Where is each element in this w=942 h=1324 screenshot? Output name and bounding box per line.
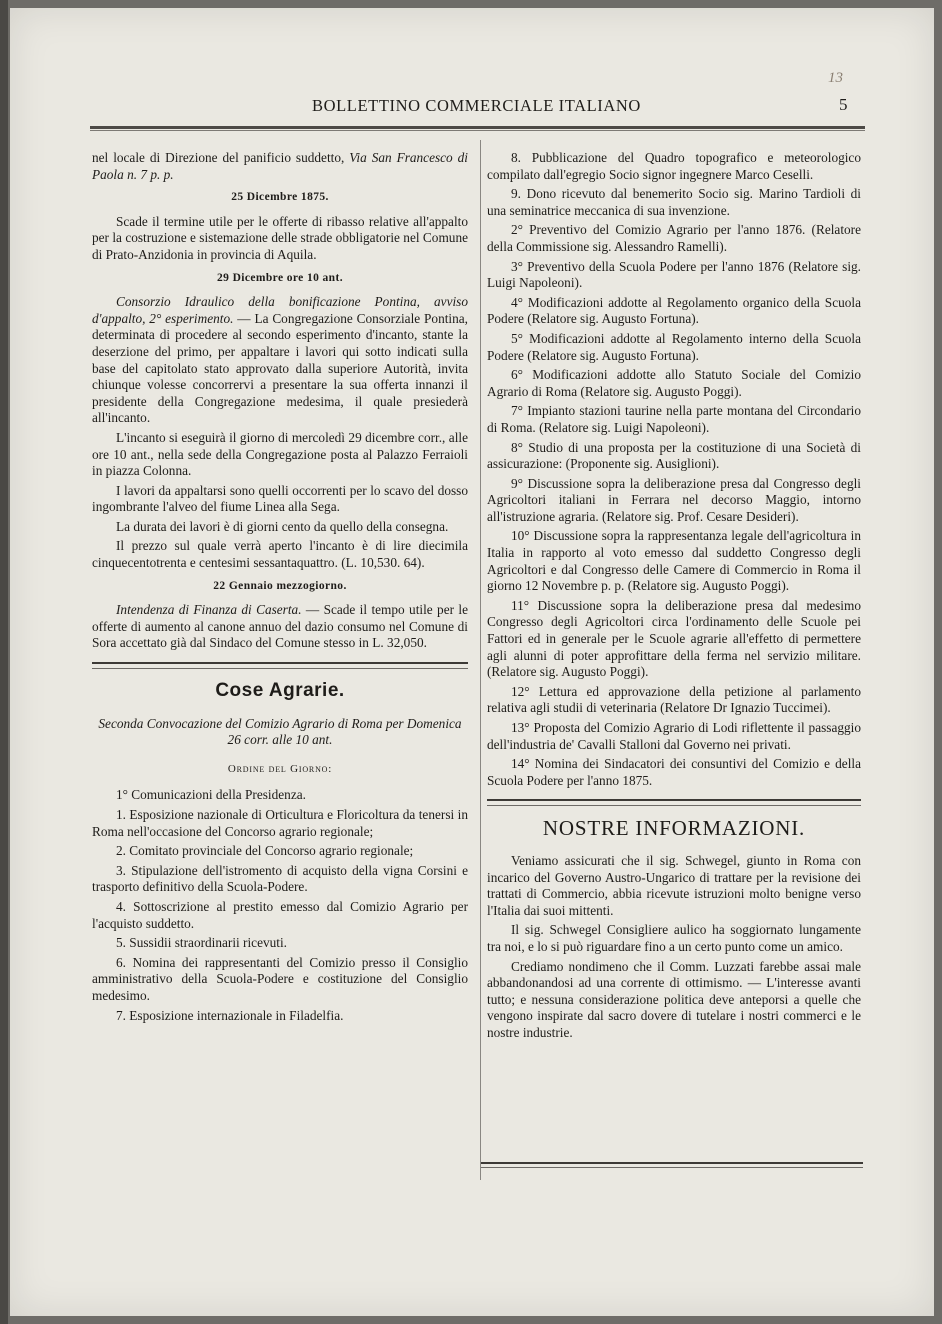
paragraph: I lavori da appaltarsi sono quelli occorrenti per lo scavo del dosso ingombrante l'alveo del fiume Linea alla Sega. bbox=[92, 482, 468, 515]
agenda-item: 8. Pubblicazione del Quadro topografico e meteorologico compilato dall'egregio Socio signor ingegnere Marco Ceselli. bbox=[487, 150, 861, 182]
paragraph bbox=[92, 294, 468, 427]
handwritten-page-mark: 13 bbox=[828, 70, 843, 86]
running-title: BOLLETTINO COMMERCIALE ITALIANO bbox=[312, 96, 641, 115]
text: — Scade il tempo utile per le offerte di aumento al canone annuo del dazio consumo nel Comune di Sora accettato già dal Sindaco del Comune stesso in L. 32,050. bbox=[92, 602, 468, 651]
header-rule-thin bbox=[90, 130, 865, 131]
agenda-heading: Ordine del Giorno: bbox=[227, 762, 333, 775]
agenda-item: 3. Stipulazione dell'istromento di acquisto della vigna Corsini e trasporto definitivo della Scuola-Podere. bbox=[92, 862, 468, 895]
agenda-item: 6. Nomina dei rappresentanti del Comizio presso il Consiglio amministrativo della Scuola-Podere e costituzione del Consiglio medesimo. bbox=[92, 954, 468, 1003]
paragraph: Veniamo assicurati che il sig. Schwegel, giunto in Roma con incarico del Governo Austro-Ungarico di trattare per la revisione dei trattati di Commercio, abbia ricevute istruzioni molto benigne verso l'Italia dai suoi mittenti. bbox=[487, 852, 861, 918]
paragraph: L'incanto si eseguirà il giorno di mercoledì 29 dicembre corr., alle ore 10 ant., nella sede della Congregazione posta al Palazzo Ferraioli in piazza Colonna. bbox=[92, 429, 468, 479]
notice-title-italic: Intendenza di Finanza di Caserta. bbox=[116, 602, 302, 618]
agenda-item: 9° Discussione sopra la deliberazione presa dal Congresso degli Agricoltori italiani in Ferrara nel decorso Maggio, intorno all'istruzione agraria. (Relatore sig. Prof. Cesare Desideri). bbox=[487, 475, 861, 524]
column-divider bbox=[480, 140, 481, 1180]
bottom-rule bbox=[481, 1162, 863, 1168]
agenda-item: 9. Dono ricevuto dal benemerito Socio sig. Marino Tardioli di una seminatrice meccanica di sua invenzione. bbox=[487, 186, 861, 218]
agenda-item: 12° Lettura ed approvazione della petizione al parlamento relativa agli studii di veterinaria (Relatore Dr Ignazio Tuccimei). bbox=[487, 683, 861, 716]
section-rule bbox=[92, 662, 468, 669]
page-number: 5 bbox=[839, 95, 848, 114]
agenda-item: 8° Studio di una proposta per la costituzione di una Società di assicurazione: (Proponente sig. Ausiglioni). bbox=[487, 439, 861, 472]
agenda-item: 7° Impianto stazioni taurine nella parte montana del Circondario di Roma. (Relatore sig. Luigi Napoleoni). bbox=[487, 403, 861, 435]
paragraph: Scade il termine utile per le offerte di ribasso relative all'appalto per la costruzione e sistemazione delle strade obbligatorie nel Comune di Prato-Anzidonia in provincia di Aquila. bbox=[92, 213, 468, 262]
section-rule bbox=[487, 799, 861, 806]
section-subtitle: Seconda Convocazione del Comizio Agrario di Roma per Domenica 26 corr. alle 10 ant. bbox=[98, 715, 462, 748]
agenda-item: 11° Discussione sopra la deliberazione presa dal medesimo Congresso degli Agricoltori circa l'ordinamento delle Scuole pei Fattori ed in generale per le Scuole agrarie all'effetto di permettere agli alunni di poter approfittare della ferma nel servizio militare. (Relatore sig. Augusto Poggi). bbox=[487, 597, 861, 680]
agenda-item: 1. Esposizione nazionale di Orticultura e Floricoltura da tenersi in Roma nell'occasione del Concorso agrario regionale; bbox=[92, 807, 468, 839]
text: nel locale di Direzione del panificio suddetto, bbox=[92, 150, 350, 165]
paragraph bbox=[92, 150, 468, 183]
agenda-item: 7. Esposizione internazionale in Filadelfia. bbox=[116, 1007, 344, 1023]
right-column bbox=[487, 150, 861, 1045]
agenda-item: 5° Modificazioni addotte al Regolamento interno della Scuola Podere (Relatore sig. Augusto Fortuna). bbox=[487, 330, 861, 363]
section-title-cose-agrarie: Cose Agrarie. bbox=[215, 680, 345, 702]
date-heading: 29 Dicembre ore 10 ant. bbox=[217, 271, 343, 284]
address-italic: Via San Francesco di Paola n. 7 p. p. bbox=[92, 150, 468, 182]
agenda-item: 14° Nomina dei Sindacatori dei consuntivi del Comizio e della Scuola Podere per l'anno 1875. bbox=[487, 756, 861, 788]
agenda-item: 4° Modificazioni addotte al Regolamento organico della Scuola Podere (Relatore sig. Augusto Fortuna). bbox=[487, 294, 861, 327]
paragraph: Il prezzo sul quale verrà aperto l'incanto è di lire diecimila cinquecentotrenta e centesimi sessantaquattro. (L. 10,530. 64). bbox=[92, 538, 468, 571]
agenda-item: 2° Preventivo del Comizio Agrario per l'anno 1876. (Relatore della Commissione sig. Alessandro Ramelli). bbox=[487, 222, 861, 254]
agenda-item: 10° Discussione sopra la rappresentanza legale dell'agricoltura in Italia in rapporto al voto emesso dal suddetto Congresso degli Agricoltori e dal Congresso delle Camere di Commercio in Roma il giorno 12 Novembre p. p. (Relatore sig. Augusto Poggi). bbox=[487, 528, 861, 594]
agenda-item: 4. Sottoscrizione al prestito emesso dal Comizio Agrario per l'acquisto suddetto. bbox=[92, 898, 468, 931]
agenda-item: 13° Proposta del Comizio Agrario di Lodi riflettente il passaggio dell'industria de' Cavalli Stalloni dal Governo nei privati. bbox=[487, 720, 861, 752]
page-edge bbox=[0, 0, 8, 1324]
paragraph: Crediamo nondimeno che il Comm. Luzzati farebbe assai male abbandonandosi ad una corrente di ottimismo. — L'interesse avanti tutto; e nessuna considerazione politica deve anteporsi a quelle che vengono inspirate dal sacro dovere di tutelare i nostri commerci e le nostre industrie. bbox=[487, 958, 861, 1040]
header-rule bbox=[90, 126, 865, 129]
agenda-item: 1° Comunicazioni della Presidenza. bbox=[116, 787, 306, 803]
paragraph bbox=[92, 602, 468, 652]
agenda-item: 2. Comitato provinciale del Concorso agrario regionale; bbox=[116, 843, 414, 859]
date-heading: 22 Gennaio mezzogiorno. bbox=[213, 579, 347, 592]
left-column bbox=[92, 150, 468, 1027]
paragraph: La durata dei lavori è di giorni cento da quello della consegna. bbox=[116, 518, 449, 534]
notice-title-italic: Consorzio Idraulico della bonificazione Pontina, avviso d'appalto, 2° esperimento. bbox=[92, 294, 468, 326]
paragraph: Il sig. Schwegel Consigliere aulico ha soggiornato lungamente tra noi, e lo si può riguardare fino a un certo punto come un amico. bbox=[487, 922, 861, 954]
section-title-nostre-informazioni: NOSTRE INFORMAZIONI. bbox=[542, 816, 806, 841]
agenda-item: 5. Sussidii straordinarii ricevuti. bbox=[116, 935, 287, 951]
date-heading: 25 Dicembre 1875. bbox=[231, 191, 329, 204]
text: — La Congregazione Consorziale Pontina, determinata di procedere al secondo esperimento d'incanto, stante la deserzione del primo, per appaltare i lavori qui sotto indicati sulla base del capitolato stato approvato dalla superiore Autorità, invita chiunque volesse concorrervi a presentare la sua offerta innanzi il presidente della Congregazione medesima, il quale presiederà all'incanto. bbox=[92, 310, 468, 426]
agenda-item: 3° Preventivo della Scuola Podere per l'anno 1876 (Relatore sig. Luigi Napoleoni). bbox=[487, 258, 861, 291]
agenda-item: 6° Modificazioni addotte allo Statuto Sociale del Comizio Agrario di Roma (Relatore sig. Augusto Poggi). bbox=[487, 367, 861, 399]
